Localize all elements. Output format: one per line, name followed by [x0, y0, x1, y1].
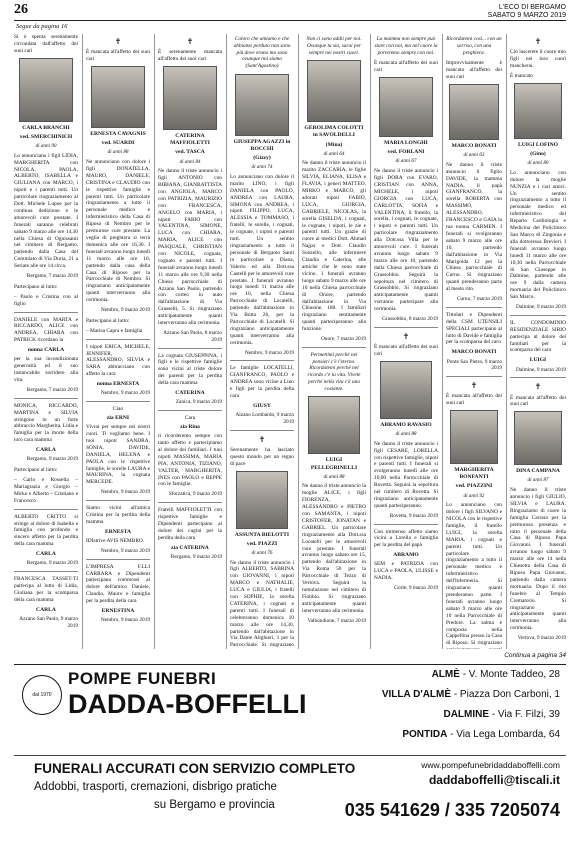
notice-text: La cognata GIUSEPPINA, i figli e le rispettive famiglie sono vicini al triste dolore dei parenti per la perdita della cara mamma: [158, 352, 222, 387]
deceased-name: GIUSEPPA AGAZZI in ROCCHI: [233, 138, 291, 152]
deceased-name: nonna ERNESTA: [96, 381, 140, 388]
notice-place: Alzano Lombardo, 9 marzo 2019: [235, 412, 294, 425]
notice-place: Nembro, 9 marzo 2019: [100, 547, 150, 554]
deceased-name: GIUSY: [253, 402, 271, 409]
deceased-age: di anni 64: [323, 150, 345, 157]
notice-text: Lo annunciano con dolore i figli SILVANO e NICOLA con le rispettive famiglie, il fratello LUIGI, la sorella MARIA, i cognati e parenti tutti. Un particolare ringraziamento a tutto il personale medico e infermieristico dell'Infermeria. Si ringraziano quanti prenderanno parte. I funerali avranno luogo sabato 9 marzo alle ore 10 nella Parrocchiale di Predore. La salma è composta nella Cappellina presso la Casa di Riposo. Si ringraziano: [446, 502, 502, 647]
obituary-columns: [14, 34, 566, 649]
deceased-subname: ved. SUARDI: [101, 140, 135, 147]
notice-intro: È serenamente mancata all'affetto dei suoi cari: [158, 49, 222, 63]
deceased-age: di anni 67: [395, 158, 417, 165]
divider: [158, 502, 222, 503]
advert-location: [402, 729, 560, 740]
notice-text: ti ricorderemo sempre con tanto affetto e partecipiamo al dolore dei familiari. I tuoi nipoti MASSIMA, MARIA PIA, ANTONIA, TIZIANO, VALTER, MARGHERITA, INES con PAOLO e BEPPE con le famiglie.: [158, 433, 222, 488]
notice-place: Azzano San Paolo, 9 marzo 2019: [19, 615, 78, 629]
location-name: ALMÈ: [431, 669, 460, 680]
notice-place: Nembro, 9 marzo 2019: [100, 617, 150, 624]
divider: [14, 398, 78, 399]
deceased-age: di anni 92: [463, 492, 485, 499]
cross-icon: ✝: [402, 331, 410, 341]
notice-place: Bergamo, 9 marzo 2019: [26, 560, 78, 567]
notice-place: Ponte San Pietro, 9 marzo 2019: [446, 358, 502, 372]
participants-heading: Partecipano al lutto:: [86, 317, 130, 324]
notice-intro: È mancata all'affetto dei suoi cari: [374, 60, 438, 74]
divider: [86, 500, 150, 501]
divider: [302, 347, 366, 348]
deceased-name: CATERINA MAFFIOLETTI: [170, 133, 210, 147]
notice-text: Con immenso affetto siamo vicini a Lorella e famiglia per la perdita del papà: [374, 528, 438, 549]
deceased-subname: ved. PIAZZI: [246, 540, 278, 547]
deceased-name: LUIGI LOFINO: [518, 141, 558, 148]
notice-place: Azzano San Paolo, 8 marzo 2019: [163, 330, 222, 343]
participants-list: – Marisa Capra e famiglia: [86, 327, 143, 334]
cross-icon: ✝: [534, 382, 542, 392]
cross-icon: ✝: [258, 434, 266, 444]
portrait-photo: [91, 66, 145, 128]
notice-pre: Cara: [184, 415, 196, 421]
advert-services: Addobbi, trasporti, cremazioni, disbrigo pratiche: [34, 781, 277, 793]
advert-phone: 035 541629 / 335 7205074: [344, 800, 560, 820]
column-4: [230, 34, 294, 649]
deceased-age: di anni 88: [323, 473, 345, 480]
notice-text: Ne danno il triste annuncio i figli DORA con EVARO, CRISTIAN con ANNA, MICHELE, i nipoti GIORGIA con LUCA, CARLOTTA, SOFIA e VALENTINA, il fratello, la sorella, i cognati, le cognate, i nipoti e parenti tutti. Un particolare ringraziamento alla Dott.ssa Villa per le amorevoli cure. I funerali avranno luogo sabato 9 marzo alle ore 10, partendo dalla Chiesa parrocchiale di Grassobbio. Seguirà la sepoltura nel cimitero di Grassobbio. Si ringraziano anticipatamente quanti vorranno partecipare alla cerimonia.: [374, 168, 438, 313]
advert-website[interactable]: www.pompefunebridaddaboffelli.com: [421, 760, 560, 770]
deceased-subname: ved. SMERCHINICH: [19, 133, 73, 140]
notice-text: Lo annunciano con dolore la moglie NUNZIA e i cari amici. Un sentito ringraziamento a tutto il personale medico ed infermieristico del Reparto Cardiologia e Medicina del Policlinico San Marco di Zingonia e alla dottoressa Brevieri. I funerali avranno luogo lunedì 11 marzo alle ore 10,30 nella Parrocchiale di San Giuseppe in Dalmine, partendo alle ore 9 dalla camera mortuaria del Policlinico San Marco.: [510, 169, 566, 301]
advert-email[interactable]: daddaboffelli@tiscali.it: [428, 773, 560, 787]
portrait-photo: [514, 411, 562, 465]
portrait-photo: [379, 77, 433, 137]
deceased-name: CARLA: [36, 606, 56, 613]
notice-text: ALBERTO CRITTO si stringe al dolore di Isabella e famiglia con profondo e sincero affetto per la perdita della cara mamma: [14, 513, 78, 548]
location-name: DALMINE: [443, 709, 490, 720]
divider: [158, 348, 222, 349]
column-separator: [506, 34, 507, 649]
deceased-age: di anni 76: [251, 549, 273, 556]
cross-icon: ✝: [186, 37, 194, 46]
deceased-name: MARCO BONATI: [451, 349, 497, 356]
deceased-name: CARLA: [36, 447, 56, 454]
deceased-subname: (Mina): [325, 141, 343, 148]
notice-intro: Serenamente ha lasciato questo mondo per un regno di pace: [230, 446, 294, 467]
portrait-photo: [19, 58, 73, 122]
column-separator: [370, 34, 371, 649]
notice-place: Vertova, 9 marzo 2019: [517, 635, 566, 642]
deceased-name: ASSUNTA BIELOTTI: [234, 531, 290, 538]
column-separator: [298, 34, 299, 649]
notice-poem: Ricordatemi così... con un sorriso, con una preghiera.: [446, 36, 502, 56]
column-5: [302, 34, 366, 649]
notice-place: Bergamo, 9 marzo 2019: [170, 553, 222, 560]
deceased-name: MARIA LONGHI: [384, 140, 428, 147]
location-name: VILLA D'ALMÈ: [381, 689, 452, 700]
column-3: [158, 34, 222, 649]
notice-text: Ne danno il triste annuncio il figlio DAVIDE, la mamma NADIA, il papà GIANFRANCO, la sorella ROBERTA con MASSIMO, ALESSANDRO, FRANCESCO e GAIA la tua nonna CARMEN. I funerali si svolgeranno sabato 9 marzo alle ore 10, partendo dall'abitazione in Via Marigolda 12 per la Chiesa parrocchiale di Curno. Si ringraziano quanti prenderanno parte al mesto rito.: [446, 161, 502, 293]
deceased-age: di anni 63: [463, 152, 485, 159]
notice-text: per la sua incondizionata generosità ed il suo instancabile sorridere alla vita.: [14, 356, 78, 384]
notice-poem: Permettimi perché nei pensieri c'è l'eterno. Ricordatemi perché nel ricordo c'è la vita. Vivete perché nella vita c'è una costante.: [307, 351, 361, 392]
notice-place: Onore, 7 marzo 2019: [320, 336, 366, 343]
deceased-name: ABRAMO: [393, 552, 419, 559]
deceased-age: di anni 88: [107, 149, 129, 156]
portrait-photo: [449, 84, 499, 140]
deceased-name: MARCO BONATI: [451, 143, 497, 150]
divider: [14, 571, 78, 572]
deceased-name: zia CATERINA: [171, 544, 209, 551]
portrait-photo: [235, 74, 289, 136]
portrait-photo: [307, 60, 361, 122]
advert-location: [432, 669, 560, 680]
funeral-home-logo: dal 1970: [22, 675, 62, 715]
advert-area: su Bergamo e provincia: [154, 799, 275, 811]
notice-text: MONICA, RICCARDO, MARTINA e SILVIA stringono in un forte abbraccio Margherita, Lidia e famiglia per la morte della loro cara mamma: [14, 402, 78, 444]
notice-poem: Non ci sono addii per noi. Ovunque tu sia, sarai per sempre nei nostri cuori.: [306, 36, 362, 56]
notice-text: Ne danno il triste annuncio i figli ALBERTO, SABRINA con GIOVANNI, i nipoti MARCO e NATHALIE, LUCA e GIULIA, i fratelli con SOPHIE, la sorella CATERINA, i cognati e parenti tutti. I funerali di celebreranno domenica 10 marzo alle ore 14,30, partendo dall'abitazione in Via Dante Alighieri, 1 per la Parrocchiale. Si ringraziano: [230, 559, 294, 649]
advert-brand-line1: POMPE FUNEBRI: [68, 669, 217, 688]
participants-heading: Partecipano al lutto:: [14, 283, 58, 290]
deceased-name: zia ERNI: [106, 414, 130, 421]
deceased-name: ABRAMO RAVASIO: [380, 421, 432, 428]
notice-text: SEM e PATRIZIA con LUCA e PAOLA, ULISSE e NADIA.: [374, 561, 438, 582]
deceased-name: ERNESTA CAVAGNIS: [90, 131, 146, 138]
divider: [374, 524, 438, 525]
funeral-home-advert: [14, 664, 566, 843]
notice-place: Sforzatica, 9 marzo 2019: [168, 491, 222, 498]
notice-place: Dalmine, 9 marzo 2019: [515, 304, 566, 311]
notice-text: Ne danno il triste annuncio la moglie ALICE, i figli FIORENZA, ALESSANDRO e PIETRO con SAMANTA, i nipoti CRISTOFER, JONATAN e GABRIEL. Un particolare ringraziamento alla Dott.ssa Locatelli per le amorevoli cure prestate. I funerali avranno luogo sabato ore 15, partendo dall'abitazione in Via Roma 50 per la Parrocchiale di Tezzo di Vertova. Seguirà la tumulazione nel cimitero di Fiobbio. Si ringraziano anticipatamente quanti interverranno alla cerimonia.: [302, 483, 366, 614]
divider: [86, 339, 150, 340]
advert-tagline: FUNERALI ACCURATI CON SERVIZIO COMPLETO: [34, 761, 356, 776]
divider: [446, 307, 502, 308]
location-address: - V. Monte Taddeo, 28: [459, 669, 560, 680]
notice-text: Vivrai per sempre nei nostri cuori. Ti vogliamo bene. I tuoi nipoti SANDRA, SONIA, DAVIDE, DANIELA, HELENA e PAOLA con le rispettive famiglie, le sorelle LAURA e MAURINA, la cognata MERCEDE.: [86, 424, 150, 486]
notice-place: Valbondione, 7 marzo 2019: [307, 617, 366, 624]
notice-place: Curno, 7 marzo 2019: [456, 296, 502, 303]
notice-intro: È mancata all'affetto dei suoi cari: [510, 394, 566, 408]
deceased-subname: ved. PIAZZINI: [455, 483, 493, 490]
deceased-name: LUIGI PELLEGRINELLI: [310, 457, 358, 471]
column-2: [86, 34, 150, 649]
divider: [158, 410, 222, 411]
notice-text: Siamo vicini all'amica Cristina per la perdita della mamma: [86, 505, 150, 525]
portrait-photo: [308, 396, 360, 454]
portrait-photo: [450, 410, 498, 464]
deceased-age: di anni 80: [527, 160, 549, 167]
notice-text: Ne danno il triste annuncio il marito ZACCARIA, le figlie SILVIA, ELIANA, ELISA e FLAVIA, i generi MATTEO, MIRKO e MARCO, gli adorati nipoti FABIO, LUCA, GIORGIA, GABRIELE, NICOLAS, la sorella GISELDA, i cognati, le cognate, i nipoti, le zie e parenti tutti. Un grazie di cuore ai medici Dott. Ahmad Najjar e Dott. Claudio Sonzello, alle infermiere Claudia e Caterina, alle amiche che le sono state vicino. I funerali avranno luogo sabato 9 marzo alle ore 10 nella Chiesa parrocchiale di Onore, partendo dall'abitazione in Via Chiusine, 108. I familiari ringraziano sentitamente quanti parteciperanno alla funzione.: [302, 160, 366, 333]
paper-date: SABATO 9 MARZO 2019: [487, 11, 566, 19]
notice-intro: È mancata all'affetto dei suoi cari: [86, 49, 150, 63]
location-address: - Via Lega Lombarda, 64: [447, 729, 560, 740]
divider: [230, 430, 294, 431]
notice-intro: Si è spenta serenamente circondata dall'affetto dei suoi cari: [14, 34, 78, 54]
cross-icon: ✝: [534, 37, 542, 46]
column-7: [446, 34, 502, 649]
notice-intro: È mancato: [510, 72, 533, 79]
divider: [446, 376, 502, 377]
deceased-age: di anni 74: [251, 164, 273, 171]
header-rule: [14, 20, 566, 21]
notice-text: Lo annunciano i figli LIDIA, MARGHERITA con NICOLA, PAOLA, ALBERTO, ISABELLA e GIULIANA con MARCO, i nipoti e i parenti tutti. Un particolare ringraziamento al Dott. Michele Lupoe per la continua dedizione e le amorevoli cure prestate. I funerali saranno celebrati sabato 9 marzo alle ore 14,30 nella Chiesa di Ognissanti nel cimitero di Bergamo, partendo dalla Casa del Commiato di Via Duria, 21 a Seriate alle ore 14 circa.: [14, 152, 78, 270]
notice-text: Ne danno il triste annuncio i figli ANTONIO con BIBIANA, GIANBATTISTA con ANGIOLA, MARCO con PATRIZIA, MAURIZIO con FRANCESCA, ANGELO con MARIA, i nipoti FABIO con VALENTINA, SIMONE, LUCA con CHIARA, MARIA, ALICE con PASQUALE, CHRISTIAN con NICOLE, cognata, cognato e parenti tutti. I funerali avranno luogo lunedì 11 marzo alle ore 9,30 nella Chiesa parrocchiale di Azzano San Paolo, partendo con corteo in auto dall'abitazione di Via Grasselli, 5. Si ringraziano anticipatamente quanti interverranno alla cerimonia.: [158, 168, 222, 327]
deceased-subname: ved. FORLANI: [387, 149, 425, 156]
location-name: PONTIDA: [402, 729, 448, 740]
notice-intro: Ciò lascerete il cuore mio figli nei loro cuori mancherai.: [510, 49, 566, 70]
location-address: - Piazza Don Carboni, 1: [451, 689, 560, 700]
column-separator: [226, 34, 227, 649]
notice-poem: Coloro che amiamo e che abbiamo perduto non sono più dove erano ma sono ovunque noi siamo (Sant'Agostino): [233, 36, 291, 70]
participants-list: – Carlo e Rossella – Mariagrazia e Giorgio – Mirko e Alberto – Cristiano e Francesco: [14, 477, 78, 504]
deceased-name: CARLA BRANCHI: [22, 124, 70, 131]
deceased-name: MARGHERITA BONFANTI: [454, 467, 494, 481]
deceased-name: DINA CAMPANA: [516, 468, 560, 475]
advert-brand-line2: DADDA-BOFFELLI: [68, 689, 307, 719]
cross-icon: ✝: [470, 381, 478, 391]
notice-place: Dalmine, 9 marzo 2019: [515, 366, 566, 373]
location-address: - Via F. Filzi, 39: [489, 709, 560, 720]
notice-text: Tittolari e Dipendenti della CSM UTENSILI SPECIALI partecipano al lutto di Davide e famiglia per la scomparsa del caro: [446, 311, 502, 346]
column-separator: [442, 34, 443, 649]
page-number: 26: [14, 2, 28, 17]
notice-place: Nembro, 9 marzo 2019: [244, 349, 294, 356]
notice-poem: La mamma non sempre può stare con noi, ma nel cuore la porteremo sempre con noi.: [374, 36, 438, 56]
deceased-name: ERNESTA: [104, 528, 131, 535]
notice-place: Nembro, 9 marzo 2019: [100, 390, 150, 397]
portrait-photo: [380, 361, 432, 419]
deceased-name: CARLA: [36, 551, 56, 558]
deceased-age: di anni 90: [35, 143, 57, 150]
notice-place: Zanica, 9 marzo 2019: [175, 399, 222, 406]
notice-text: FRANCESCA TASSET-TI partecipa al lutto di Lidia, Giuliana per la scomparsa della cara mamma: [14, 576, 78, 603]
notice-text: IDIstrive AVIS NEMBRO.: [86, 537, 145, 544]
divider: [86, 401, 150, 402]
notice-place: Nembro, 9 marzo 2019: [100, 307, 150, 314]
notice-place: Rovetta, 9 marzo 2019: [389, 512, 438, 519]
divider: [14, 509, 78, 510]
notice-text: L'IMPRESA F.LLI CARRARA e Dipendenti partecipano commossi al dolore dell'amico Daniele, Claudio, Mauro e famiglia per la perdita della cara: [86, 563, 150, 605]
cross-icon: ✝: [114, 37, 122, 46]
column-8: [510, 34, 566, 649]
deceased-name: ERNESTINA: [101, 608, 135, 615]
divider: [374, 327, 438, 328]
continued-on: Continua a pagina 34: [504, 652, 566, 659]
deceased-age: di anni 84: [179, 158, 201, 165]
advert-location: [443, 709, 560, 720]
notice-text: DANIELE con MARTA e RICCARDO, ALICE con ANDREA, CHIARA con PATRICK ricordano la: [14, 316, 78, 344]
notice-place: Nembro, 9 marzo 2019: [100, 489, 150, 496]
notice-text: Le famiglie LOCATELLI, GIANFRANCO, PAOLO e ANDREA sono vicine a Lino e figli per la perdita della cara: [230, 365, 294, 399]
deceased-name: zia Rina: [180, 423, 200, 430]
column-1: [14, 34, 78, 649]
column-separator: [154, 34, 155, 649]
advert-location: [382, 689, 560, 700]
notice-place: Bergamo, 9 marzo 2019: [26, 456, 78, 463]
divider: [510, 377, 566, 378]
notice-place: Grassobbio, 8 marzo 2019: [382, 316, 438, 323]
deceased-subname: ved. TASCA: [175, 149, 205, 156]
continued-from: Segue da pagina 16: [16, 23, 68, 30]
portrait-photo: [163, 66, 217, 130]
notice-place: Bergamo, 7 marzo 2019: [26, 273, 78, 280]
divider: [86, 559, 150, 560]
divider: [230, 360, 294, 361]
portrait-photo: [514, 83, 562, 139]
notice-text: Ne danno il triste annuncio i figli GIULIO, SILVIA e LAURA. Ringraziamo di cuore la famiglia Carrara per la premurosa presenza e tutto il personale della Casa di Riposo Papa Giovanni. I funerali avranno luogo sabato 9 marzo alle ore 14 nella Chiesetta della Casa di Riposo Papa Giovanni, partendo dalla camera mortuaria. Dopo il rito funebre al Tempio Crematorio. Si ringraziano anticipatamente quanti interverranno alla cerimonia.: [510, 487, 566, 632]
deceased-name: CATERINA: [175, 390, 205, 397]
notice-place: Gorle, 9 marzo 2019: [394, 585, 438, 592]
deceased-subname: (Gizzy): [253, 155, 271, 162]
notice-text: IL CONDOMINIO RESIDENZIALE SIRIO partecipa al dolore dei familiari per la scomparsa del caro: [510, 319, 566, 354]
column-6: [374, 34, 438, 649]
notice-text: I nipoti ERICA, MICHELE, JENNIFER, ALESSANDRO, SILVIA e SARA abbracciano con affetto la cara: [86, 343, 150, 378]
notice-text: Ne annunciano con dolore i figli DONATELLA, MAURO, DANIELE, CRISTINA e CLAUDIO con le rispettive famiglie e parenti tutti. Un particolare ringraziamento a tutto il personale medico e infermieristico della Casa di Riposo di Nembro per le premurose cure prestate. La veglia di preghiera si terrà domenica alle ore 16,30. I funerali avranno luogo lunedì 11 marzo alle ore 10, partendo dalla casa della Casa di Riposo per la Parrocchiale di Nembro. Si ringraziano anticipatamente quanti interverranno alla cerimonia.: [86, 159, 150, 304]
notice-intro: È mancato all'affetto dei suoi cari: [374, 344, 438, 358]
divider: [14, 312, 78, 313]
deceased-name: nonna CARLA: [27, 347, 65, 354]
advert-divider: [14, 755, 566, 756]
paper-name: L'ECO DI BERGAMO: [498, 4, 566, 11]
notice-pre: Ciao: [112, 406, 124, 413]
column-separator: [82, 34, 83, 649]
notice-intro: È mancata all'affetto dei suoi cari: [446, 393, 502, 407]
paper-info: [488, 4, 566, 19]
notice-text: Lo annunciano con dolore il marito LINO, i figli DANIELA con PAOLO, ANDREA con LAURA, SIMONA con ANDREA, i nipoti FILIPPO, LUCA, ALESSIA e TOMMASO, i fratelli, le sorelle, i cognati, le cognate, i nipoti e parenti tutti. Un sentito ringraziamento a tutto il personale di Bergamo Santi in particolare a Diana, Valerio ed alla Dott.ssa Castelli per le amorevoli cure prestate. I funerali avranno luogo lunedì 11 marzo alle ore 10, nella Chiesa Parrocchiale di Locatelli, partendo dall'abitazione in Via Botta 26, per la Parrocchiale di Locatelli. Si ringraziano anticipatamente quanti interverranno alla cerimonia.: [230, 173, 294, 346]
notice-text: Fratelli MAFFIOLETTI con rispettive famiglie e Dipendenti partecipano al dolore dei cugini per la perdita della cara: [158, 507, 222, 541]
participants-list: – Paolo e Cristina con al figlio: [14, 293, 78, 307]
notice-intro: Improvvisamente è mancato all'affetto dei suoi cari: [446, 60, 502, 81]
deceased-age: di anni 87: [527, 477, 549, 484]
notice-text: Ne danno il triste annuncio i figli CESARE, LORELLA con rispettive famiglie, nipoti e parenti tutti. I funerali si svolgeranno lunedì alle ore 10,00 nella Parrocchiale di Rovetta. Seguirà la sepoltura nel cimitero di Rovetta. Si ringraziano anticipatamente quanti parteciperanno.: [374, 440, 438, 509]
divider: [510, 315, 566, 316]
portrait-photo: [236, 471, 288, 529]
deceased-name: GEROLIMA COLOTTI in SAVOLDELLI: [304, 125, 364, 139]
page-header: [0, 0, 580, 22]
participants-heading: Partecipano al lutto:: [14, 467, 58, 474]
notice-place: Bergamo, 7 marzo 2019: [26, 386, 78, 393]
deceased-age: di anni 88: [395, 431, 417, 438]
deceased-subname: (Gino): [530, 151, 546, 158]
deceased-name: LUIGI: [529, 357, 547, 364]
